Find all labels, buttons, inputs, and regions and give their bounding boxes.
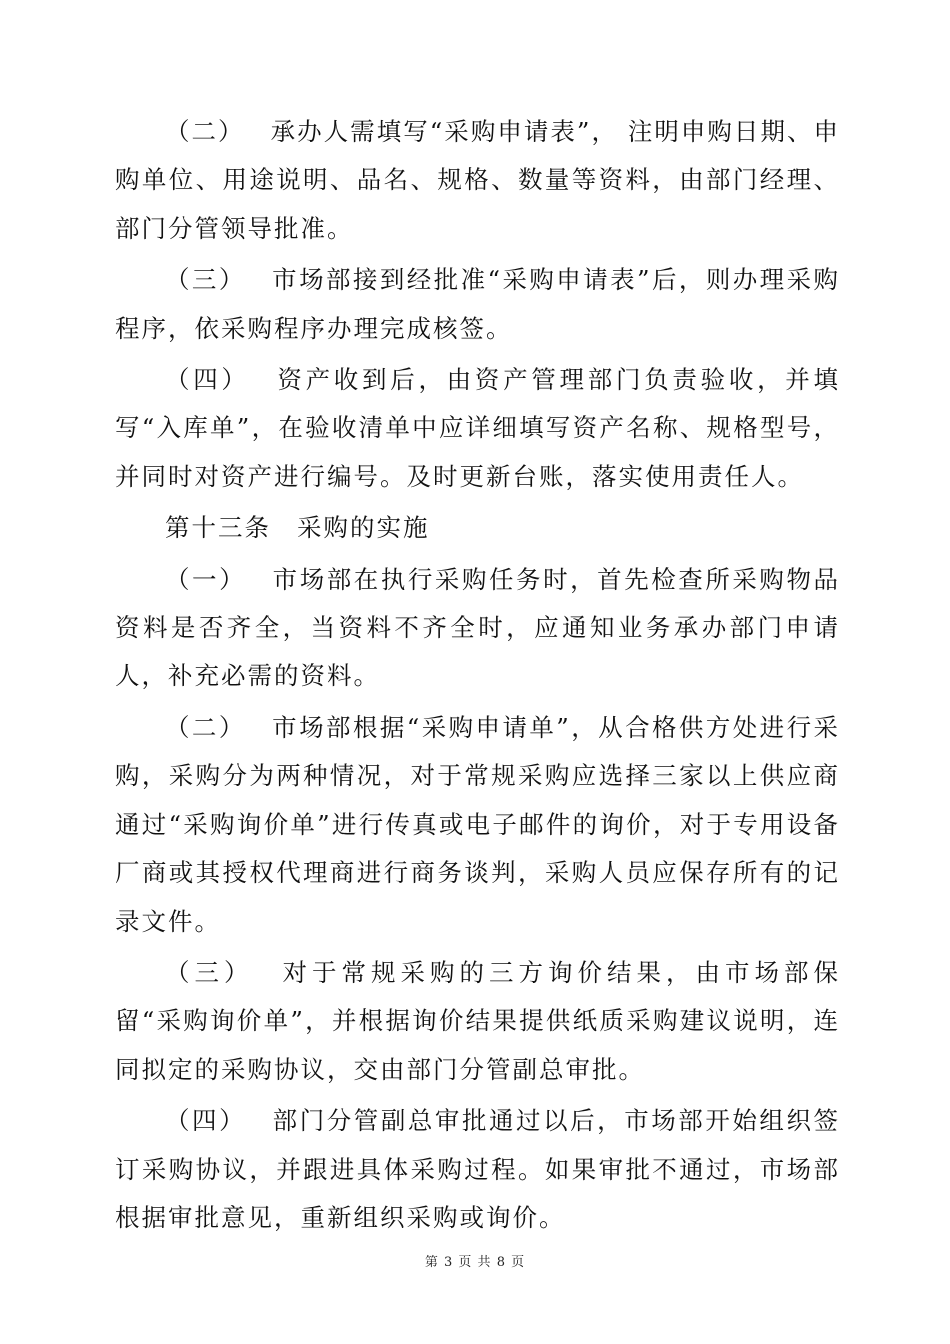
paragraph-label: （四） [165,365,250,395]
paragraph-text: 市场部根据“采购申请单”，从合格供方处进行采购，采购分为两种情况，对于常规采购应选择三家以上供应商通过“采购询价单”进行传真或电子邮件的询价，对于专用设备厂商或其授权代理商进行商务谈判，采购人员应保存所有的记录文件。 [115,712,840,936]
paragraph-text: 市场部在执行采购任务时，首先检查所采购物品资料是否齐全，当资料不齐全时，应通知业务承办部门申请人，补充必需的资料。 [115,564,840,691]
paragraph-label: （一） [165,564,247,594]
paragraph-text: 对于常规采购的三方询价结果，由市场部保留“采购询价单”，并根据询价结果提供纸质采购建议说明，连同拟定的采购协议，交由部门分管副总审批。 [115,957,840,1084]
paragraph [115,704,840,946]
paragraph [115,1097,840,1242]
paragraph-label: （三） [165,957,254,987]
paragraph-text: 部门分管副总审批通过以后，市场部开始组织签订采购协议，并跟进具体采购过程。如果审批不通过，市场部根据审批意见，重新组织采购或询价。 [115,1106,840,1232]
article-heading [115,504,840,552]
article-number: 第十三条 [165,513,271,543]
paragraph [115,949,840,1094]
paragraph-text: 资产收到后，由资产管理部门负责验收，并填写“入库单”，在验收清单中应详细填写资产名称、规格型号，并同时对资产进行编号。及时更新台账，落实使用责任人。 [115,365,841,491]
paragraph [115,256,840,353]
paragraph [115,108,840,253]
paragraph-label: （二） [165,117,245,146]
paragraph-label: （四） [165,1106,247,1136]
article-title: 采购的实施 [297,513,430,543]
paragraph-label: （二） [165,712,246,742]
paragraph [115,556,840,701]
document-body [115,108,840,1245]
page-number: 第 3 页 共 8 页 [424,1255,526,1270]
paragraph-text: 市场部接到经批准“采购申请表”后，则办理采购程序，依采购程序办理完成核签。 [115,265,840,343]
paragraph [115,356,840,501]
paragraph-label: （三） [165,265,246,295]
paragraph-text: 承办人需填写“采购申请表”， 注明申购日期、申购单位、用途说明、品名、规格、数量等资料，由部门经理、部门分管领导批准。 [115,117,840,243]
